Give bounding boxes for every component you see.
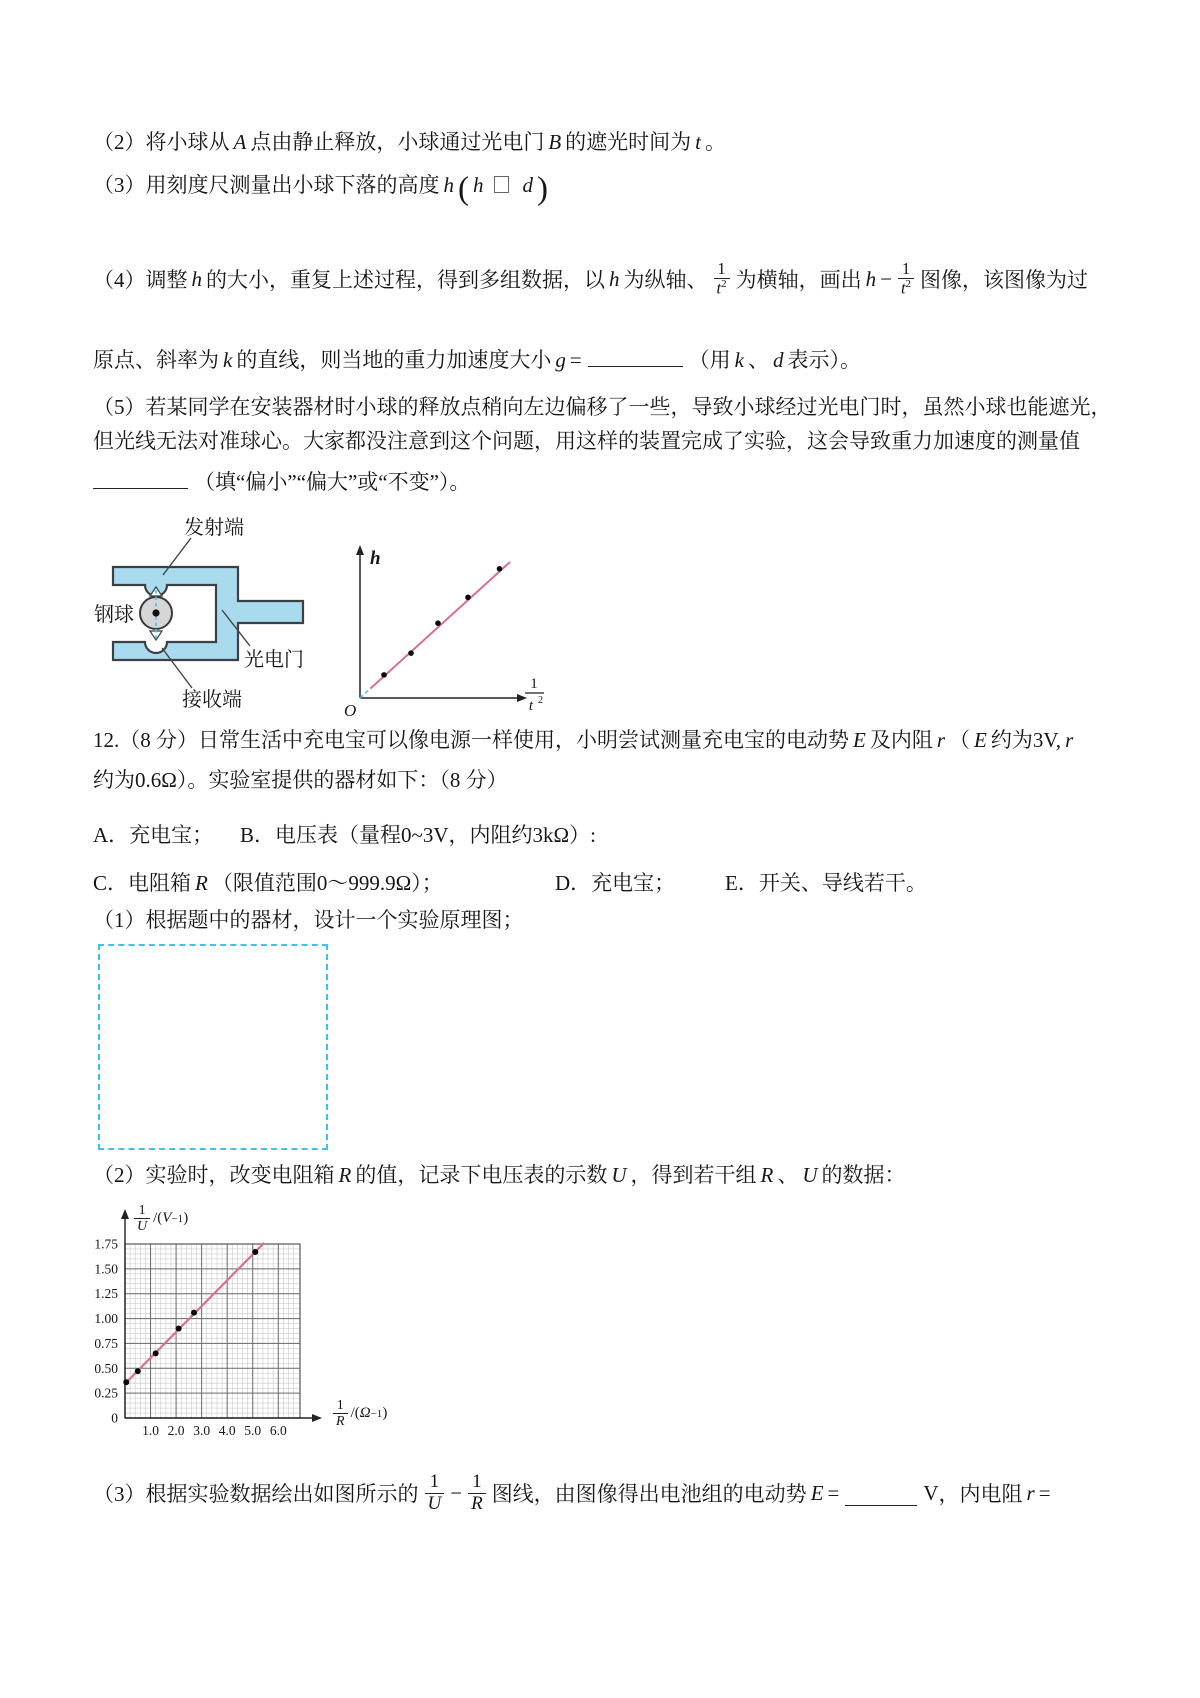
- svg-text:h: h: [370, 548, 381, 569]
- label-emitter: 发射端: [184, 517, 244, 539]
- fraction-1-over-R: $\frac{1}{R}$: [468, 1472, 486, 1514]
- q11-item2: [93, 127, 726, 157]
- q12-equipment-row2: C．电阻箱 R （限值范围0～999.9Ω）； D．充电宝； E．开关、导线若干。: [93, 868, 443, 898]
- var-h: h: [191, 266, 202, 291]
- q11-item5-line2: 但光线无法对准球心。大家都没注意到这个问题，用这样的装置完成了实验，这会导致重力加速度的测量值: [93, 429, 1080, 453]
- q12-intro-line2: 约为0.6Ω）。实验室提供的器材如下：（8 分）: [93, 768, 508, 792]
- svg-text:0.50: 0.50: [94, 1360, 118, 1376]
- label-steel-ball: 钢球: [94, 604, 134, 626]
- var-k: k: [734, 348, 744, 373]
- ball-center-dot: [152, 609, 159, 616]
- text: 为横轴，画出: [735, 268, 862, 292]
- chart-xlabel: $\frac{1}{R}$ /( Ω −1 ): [330, 1398, 387, 1429]
- text: （3）用刻度尺测量出小球下落的高度: [93, 173, 440, 197]
- text: （2）将小球从: [93, 130, 230, 154]
- q12-item2: （2）实验时，改变电阻箱 R 的值，记录下电压表的示数 U ，得到若干组 R 、 U 的数据：: [93, 1163, 906, 1187]
- minus-sign: −: [880, 266, 892, 291]
- var-r: r: [1026, 1480, 1035, 1505]
- text: 的遮光时间为: [565, 130, 692, 154]
- var-t: t: [695, 130, 701, 154]
- equipment-B: B．电压表（量程0~3V，内阻约3kΩ）:: [240, 823, 596, 847]
- text: （用: [688, 348, 731, 373]
- var-R: R: [195, 871, 208, 895]
- var-E: E: [810, 1480, 824, 1505]
- equals-sign: =: [1038, 1480, 1051, 1505]
- svg-text:4.0: 4.0: [218, 1423, 236, 1438]
- var-R: R: [338, 1163, 352, 1187]
- chart-ylabel: $\frac{1}{U}$ /( V −1 ): [131, 1203, 188, 1234]
- svg-text:1: 1: [530, 676, 538, 692]
- unit-V: V: [923, 1480, 939, 1505]
- var-d: d: [773, 348, 784, 373]
- svg-text:2.0: 2.0: [167, 1423, 185, 1438]
- equipment-E: E．开关、导线若干。: [725, 871, 927, 895]
- var-E: E: [853, 728, 866, 752]
- var-d: d: [522, 173, 533, 197]
- photogate-apparatus-figure: [86, 470, 336, 720]
- svg-text:1.0: 1.0: [142, 1423, 159, 1438]
- text: 点由静止释放，小球通过光电门: [250, 130, 545, 154]
- text: 的大小，重复上述过程，得到多组数据，以: [206, 268, 605, 292]
- svg-text:O: O: [344, 701, 357, 720]
- var-h: h: [609, 266, 620, 291]
- text: 原点、斜率为: [93, 348, 219, 373]
- text: 。: [705, 130, 726, 154]
- text: 的直线，则当地的重力加速度大小: [236, 348, 552, 373]
- equipment-D: D．充电宝；: [555, 871, 676, 895]
- label-receiver: 接收端: [182, 689, 242, 711]
- var-U: U: [611, 1163, 627, 1187]
- svg-text:1.75: 1.75: [94, 1236, 118, 1252]
- svg-text:1.00: 1.00: [94, 1311, 118, 1327]
- q12-item3: （3）根据实验数据绘出如图所示的 $\frac{1}{U}$ − $\frac{1}{R}$ 图线，由图像得出电池组的电动势 E = V ，内电阻 r =: [93, 1470, 1051, 1514]
- fraction-1-over-U: $\frac{1}{U}$: [425, 1472, 445, 1514]
- q11-item5-line1: （5）若某同学在安装器材时小球的释放点稍向左边偏移了一些，导致小球经过光电门时，虽然小球也能遮光，: [93, 395, 1112, 419]
- q12-equipment-row1: [93, 820, 1200, 850]
- minus-sign: −: [450, 1480, 463, 1505]
- svg-text:0.75: 0.75: [94, 1335, 118, 1351]
- var-R: R: [760, 1163, 774, 1187]
- svg-text:1.50: 1.50: [94, 1261, 118, 1277]
- fraction-1-over-U: $\frac{1}{U}$: [134, 1203, 150, 1234]
- svg-text:2: 2: [538, 695, 543, 706]
- var-h: h: [443, 173, 454, 197]
- q11-item4-cont: [93, 342, 861, 376]
- svg-text:t: t: [528, 698, 534, 714]
- equipment-C: C．电阻箱: [93, 871, 192, 895]
- big-paren-close: ): [537, 171, 548, 207]
- h-vs-inverse-t2-graph: [320, 538, 560, 728]
- var-E: E: [974, 728, 987, 752]
- text: 图像，该图像为过: [920, 268, 1089, 292]
- q11-item4: [93, 248, 1088, 310]
- fraction-1-over-t2: $\frac{1}{t^2}$: [898, 260, 914, 297]
- svg-text:0: 0: [111, 1410, 118, 1426]
- big-paren-open: (: [458, 171, 469, 207]
- svg-text:5.0: 5.0: [244, 1423, 262, 1438]
- var-h: h: [865, 266, 877, 291]
- fraction-1-over-t2: $\frac{1}{t^2}$: [714, 260, 730, 297]
- var-U: U: [802, 1163, 818, 1187]
- q11-item5-line3: （填“偏小”“偏大”或“不变”）。: [93, 464, 470, 498]
- text: （4）调整: [93, 268, 188, 292]
- q11-item3: [93, 170, 548, 207]
- equals-sign: =: [569, 348, 582, 373]
- var-r: r: [1065, 728, 1074, 752]
- svg-text:3.0: 3.0: [193, 1423, 211, 1438]
- missing-glyph-box: [494, 176, 509, 193]
- var-B: B: [548, 130, 562, 154]
- var-r: r: [936, 728, 946, 752]
- var-A: A: [233, 130, 247, 154]
- label-photogate: 光电门: [244, 649, 304, 671]
- q12-item1: （1）根据题中的器材，设计一个实验原理图；: [93, 908, 524, 932]
- answer-blank-emf[interactable]: [845, 1480, 917, 1505]
- text: 、: [748, 348, 769, 373]
- equals-sign: =: [827, 1480, 840, 1505]
- var-g: g: [555, 348, 566, 373]
- fraction-1-over-R: $\frac{1}{R}$: [333, 1398, 348, 1429]
- equipment-A: A．充电宝；: [93, 823, 214, 847]
- text: 表示）。: [787, 348, 861, 373]
- q12-intro-line1: 12.（8 分）日常生活中充电宝可以像电源一样使用，小明尝试测量充电宝的电动势 E 及内阻 r （ E 约为3V, r: [93, 728, 1074, 752]
- svg-text:6.0: 6.0: [269, 1423, 287, 1438]
- text: 为纵轴、: [623, 268, 708, 292]
- var-k: k: [223, 348, 233, 373]
- svg-text:1.25: 1.25: [94, 1286, 118, 1302]
- svg-text:0.25: 0.25: [94, 1385, 118, 1401]
- circuit-drawing-box[interactable]: [98, 944, 328, 1150]
- var-h: h: [473, 173, 484, 197]
- answer-blank-g[interactable]: [588, 342, 683, 367]
